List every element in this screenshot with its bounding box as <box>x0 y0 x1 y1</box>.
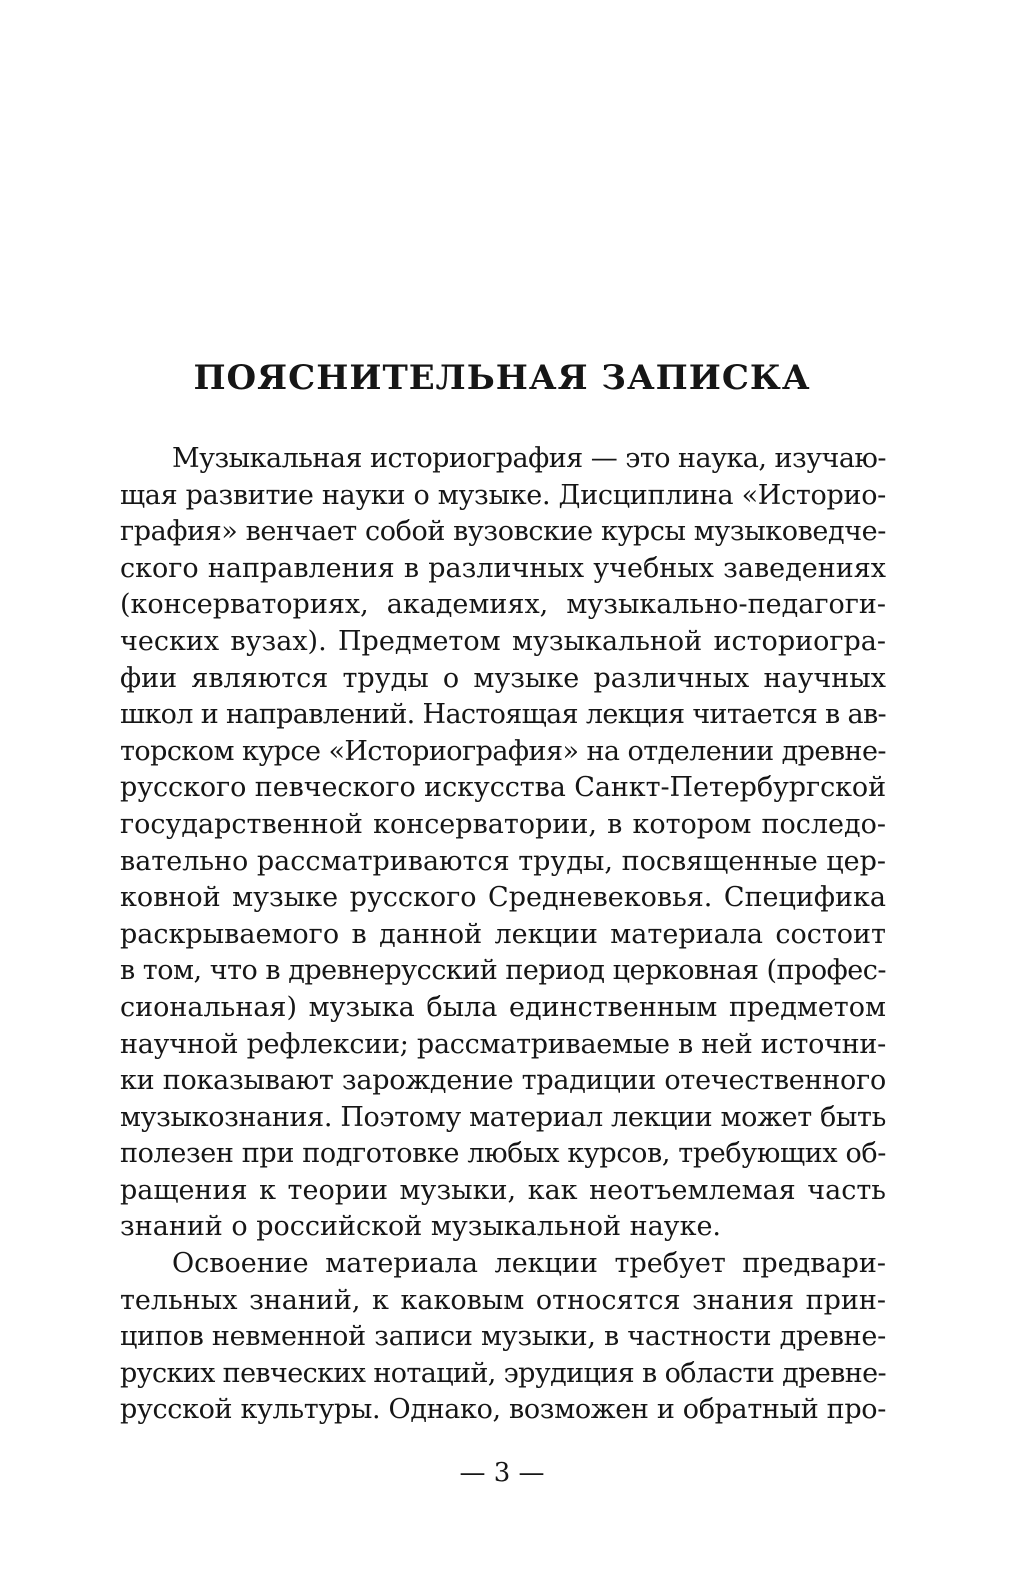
text-line: тельных знаний, к каковым относятся знания прин- <box>120 1284 886 1316</box>
text-line: Музыкальная историография — это наука, изучаю- <box>172 443 886 474</box>
text-line: музыкознания. Поэтому материал лекции может быть <box>120 1101 886 1133</box>
text-line: (консерваториях, академиях, музыкально-педагоги- <box>120 589 886 621</box>
text-line: школ и направлений. Настоящая лекция читается в ав- <box>120 699 886 731</box>
text-line: вательно рассматриваются труды, посвященные цер- <box>120 845 886 877</box>
text-line: в том, что в древнерусский период церковная (профес- <box>120 955 886 987</box>
page-number: — 3 — <box>459 1458 545 1488</box>
text-line: знаний о российской музыкальной науке. <box>120 1211 722 1243</box>
text-line: государственной консерватории, в котором последо- <box>120 808 886 840</box>
section-heading: ПОЯСНИТЕЛЬНАЯ ЗАПИСКА <box>193 358 811 398</box>
text-line: торском курсе «Историография» на отделении древне- <box>120 735 886 767</box>
text-line: ческих вузах). Предметом музыкальной историогра- <box>120 625 886 657</box>
text-line: русской культуры. Однако, возможен и обратный про- <box>120 1394 886 1426</box>
paragraph-1 <box>120 441 886 1246</box>
text-line: фии являются труды о музыке различных научных <box>120 662 886 694</box>
text-line: сиональная) музыка была единственным предметом <box>120 991 886 1023</box>
text-line: руских певческих нотаций, эрудиция в области древне- <box>120 1357 886 1389</box>
text-line: ковной музыке русского Средневековья. Специфика <box>120 882 886 914</box>
text-line: графия» венчает собой вузовские курсы музыковедче- <box>120 516 886 548</box>
text-line: щая развитие науки о музыке. Дисциплина «Историо- <box>120 479 886 511</box>
paragraph-2 <box>120 1246 886 1429</box>
text-line: полезен при подготовке любых курсов, требующих об- <box>120 1138 886 1170</box>
body-text <box>120 441 886 1429</box>
text-line: ципов невменной записи музыки, в частности древне- <box>120 1321 886 1353</box>
text-line: русского певческого искусства Санкт-Петербургской <box>120 772 886 804</box>
text-line: ки показывают зарождение традиции отечественного <box>120 1065 886 1097</box>
text-line: ского направления в различных учебных заведениях <box>120 552 886 584</box>
text-line: раскрываемого в данной лекции материала состоит <box>120 918 886 950</box>
text-line: Освоение материала лекции требует предвари- <box>172 1248 886 1280</box>
text-line: ращения к теории музыки, как неотъемлемая часть <box>120 1174 886 1206</box>
text-line: научной рефлексии; рассматриваемые в ней источни- <box>120 1028 886 1060</box>
